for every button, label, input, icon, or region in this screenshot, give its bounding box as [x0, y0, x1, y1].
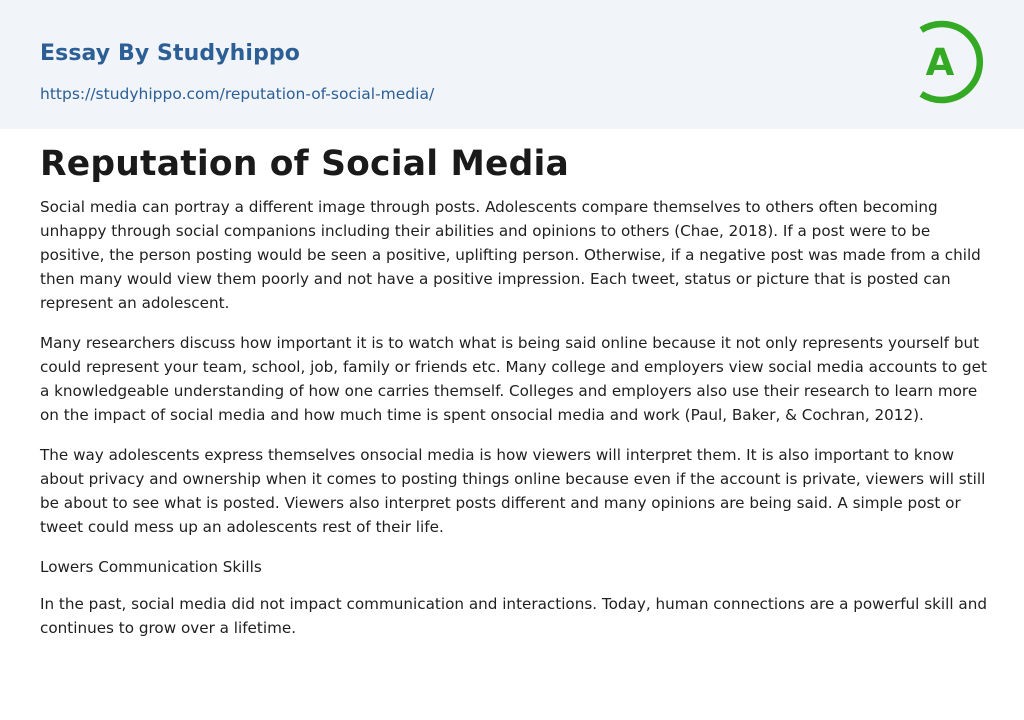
- studyhippo-logo-icon: [908, 18, 988, 106]
- paragraph: In the past, social media did not impact communication and interactions. Today, human connections are a powerful skill and continues to grow over a lifetime.: [40, 595, 987, 637]
- article-body: [40, 195, 988, 656]
- section-heading: Lowers Communication Skills: [40, 558, 262, 576]
- page-title: Reputation of Social Media: [40, 144, 569, 184]
- logo-letter: A: [925, 41, 955, 84]
- paragraph: The way adolescents express themselves onsocial media is how viewers will interpret them. It is also important to know about privacy and ownership when it comes to posting things online because even if the account is private, viewers will still be about to see what is posted. Viewers also interpret posts different and many opinions are being said. A simple post or tweet could mess up an adolescents rest of their life.: [40, 446, 986, 536]
- paragraph: Many researchers discuss how important it is to watch what is being said online because it not only represents yourself but could represent your team, school, job, family or friends etc. Many college and employers view social media accounts to get a knowledgeable understanding of how one carries themself. Colleges and employers also use their research to learn more on the impact of social media and how much time is spent onsocial media and work (Paul, Baker, & Cochran, 2012).: [40, 334, 987, 424]
- site-header: [0, 0, 1024, 129]
- source-url-link[interactable]: https://studyhippo.com/reputation-of-social-media/: [40, 85, 435, 103]
- brand-title: Essay By Studyhippo: [40, 41, 300, 66]
- paragraph: Social media can portray a different image through posts. Adolescents compare themselves to others often becoming unhappy through social companions including their abilities and opinions to others (Chae, 2018). If a post were to be positive, the person posting would be seen a positive, uplifting person. Otherwise, if a negative post was made from a child then many would view them poorly and not have a positive impression. Each tweet, status or picture that is posted can represent an adolescent.: [40, 198, 981, 312]
